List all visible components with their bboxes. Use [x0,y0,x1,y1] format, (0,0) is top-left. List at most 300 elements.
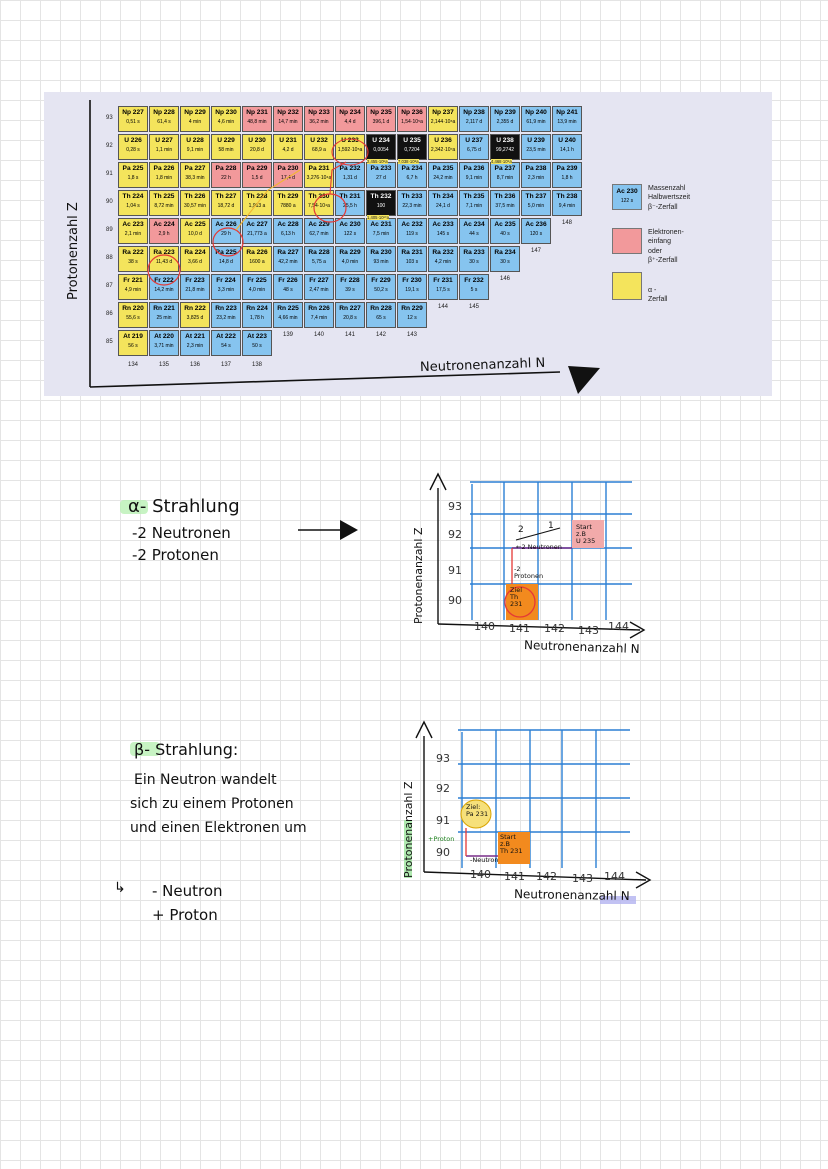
nuclide-halflife: 19,1 s [405,286,419,293]
beta-y-label: Protonenanzahl Z [402,781,415,878]
alpha-neutron-note: ←2 Neutronen [516,543,562,551]
beta-ytick-90: 90 [436,846,450,859]
nuclide-name: Th 233 [401,193,423,200]
alpha-xtick-143: 143 [578,624,599,637]
nuclide-halflife: 50 s [252,342,262,349]
nuclide-halflife: 12 s [407,314,417,321]
nuclide-name: Fr 224 [216,277,236,284]
nuclide-name: Th 230 [308,193,330,200]
nuclide-name: Ra 230 [370,249,392,256]
row-z-label: 89 [106,227,113,233]
nuclide-halflife: 5,75 a [312,258,326,265]
nuclide-halflife: 14,2 min [154,286,174,293]
nuclide-name: Fr 230 [402,277,422,284]
nuclide-name: Pa 233 [370,165,392,172]
alpha-start-line2: z.B [576,530,586,539]
nuclide-halflife: 58 min [218,146,234,153]
alpha-ytick-91: 91 [448,564,462,577]
nuclide-name: Pa 225 [122,165,144,172]
nuclide-halflife: 1,54·10⁵a [401,118,423,125]
alpha-step-2: 2 [518,525,524,535]
nuclide-halflife: 68,9 a [312,146,326,153]
nuclide-halflife: 27 d [376,174,386,181]
nuclide-name: Pa 234 [401,165,423,172]
nuclide-name: Np 231 [246,109,268,116]
nuclide-name: Ra 227 [277,249,299,256]
nuclide-halflife: 99,2742 [495,146,515,153]
nuclide-name: Ac 230 [339,221,361,228]
row85-n-label: 142 [376,332,387,338]
row-z-label: 93 [106,115,113,121]
nuclide-halflife: 61,9 min [526,118,546,125]
nuclide-name: Rn 227 [339,305,361,312]
nuclide-halflife: 1,8 min [155,174,173,181]
nuclide-halflife: 9,1 min [186,146,204,153]
nuclide-halflife: 2,144·10⁶a [430,118,456,125]
nuclide-name: Ra 223 [153,249,175,256]
nuclide-name: U 240 [558,137,576,144]
row-z-label: 85 [106,339,113,345]
nuclide-name: U 239 [527,137,545,144]
row85-n-label: 139 [283,332,294,338]
nuclide-halflife: 13,9 min [557,118,577,125]
legend-ec-line2: einfang oder [648,238,671,255]
beta-xtick-140: 140 [470,868,491,881]
beta-x-label: Neutronenanzahl N [513,886,630,904]
nuclide-halflife: 14,1 h [560,146,574,153]
nuclide-name: Ac 228 [277,221,299,228]
nuclide-halflife: 122 s [343,230,357,237]
nuclide-name: U 234 [372,137,390,144]
legend-beta-zerfall: β⁻-Zerfall [648,203,678,211]
nuclide-name: Fr 225 [247,277,267,284]
nuclide-name: U 228 [186,137,204,144]
nuclide-name: Ac 236 [525,221,547,228]
nuclide-halflife: 3,71 min [154,342,174,349]
nuclide-halflife: 2,342·10⁷a [430,146,456,153]
nuclide-name: Rn 229 [401,305,423,312]
nuclide-name: Rn 221 [153,305,175,312]
nuclide-halflife: 7,1 min [465,202,483,209]
nuclide-name: Rn 226 [308,305,330,312]
nuclide-halflife: 8,7 min [496,174,514,181]
chart-y-axis-label: Protonenzahl Z [66,202,81,300]
nuclide-name: Ac 235 [494,221,516,228]
row-end-label: 145 [469,304,480,310]
nuclide-halflife: 3,825 d [186,314,204,321]
nuclide-name: Np 232 [277,109,299,116]
nuclide-halflife: 7,4 min [310,314,328,321]
alpha-ytick-90: 90 [448,594,462,607]
beta-result1: - Neutron [152,882,223,900]
nuclide-extra-halflife: 7,038·10⁸a [398,159,419,164]
nuclide-halflife: 1,8 h [561,174,573,181]
nuclide-halflife: 2,1 min [124,230,142,237]
nuclide-name: Pa 239 [556,165,578,172]
nuclide-name: Ra 233 [463,249,485,256]
nuclide-name: Ac 232 [401,221,423,228]
nuclide-name: Ac 231 [370,221,392,228]
nuclide-name: Np 237 [432,109,454,116]
nuclide-halflife: 4,9 min [124,286,142,293]
nuclide-name: Pa 227 [184,165,206,172]
nuclide-halflife: 2,9 h [158,230,170,237]
nuclide-halflife: 23,2 min [216,314,236,321]
beta-start-line3: Th 231 [500,847,523,856]
nuclide-halflife: 21,773 a [247,230,267,237]
nuclide-name: Np 234 [339,109,361,116]
n-axis-label: 135 [159,362,170,368]
nuclide-halflife: 30,57 min [184,202,206,209]
alpha-xtick-144: 144 [608,620,629,633]
beta-line2: sich zu einem Protonen [130,796,294,812]
nuclide-halflife: 25 min [156,314,172,321]
n-axis-label: 134 [128,362,139,368]
nuclide-halflife: 4,6 min [217,118,235,125]
nuclide-name: U 230 [248,137,266,144]
nuclide-halflife: 11,43 d [155,258,173,265]
nuclide-name: Rn 224 [246,305,268,312]
beta-ytick-91: 91 [436,814,450,827]
nuclide-halflife: 2,47 min [309,286,329,293]
alpha-goal-line1: Ziel [510,586,523,594]
n-axis-label: 137 [221,362,232,368]
nuclide-halflife: 100 [376,202,386,209]
nuclide-halflife: 3,66 d [188,258,202,265]
nuclide-halflife: 61,4 s [157,118,171,125]
row-end-label: 144 [438,304,449,310]
nuclide-halflife: 14,8 d [219,258,233,265]
nuclide-halflife: 3,3 min [217,286,235,293]
nuclide-halflife: 9,1 min [465,174,483,181]
nuclide-name: Ac 234 [463,221,485,228]
alpha-y-label: Protonenanzahl Z [412,527,425,624]
legend-ec-line1: Elektronen- [648,229,684,236]
nuclide-halflife: 1,31 d [343,174,357,181]
nuclide-halflife: 1600 a [249,258,265,265]
nuclide-halflife: 2,3 min [527,174,545,181]
legend-massenzahl: Massenzahl [648,185,686,192]
nuclide-halflife: 38 s [128,258,138,265]
nuclide-name: Fr 231 [433,277,453,284]
nuclide-name: Th 237 [525,193,547,200]
beta-start-line2: z.B [500,840,510,849]
alpha-line1: -2 Neutronen [132,524,231,542]
nuclide-name: U 231 [279,137,297,144]
row85-n-label: 140 [314,332,325,338]
nuclide-halflife: 20,8 d [250,146,264,153]
nuclide-halflife: 36,2 min [309,118,329,125]
nuclide-halflife: 30 s [500,258,510,265]
nuclide-name: Ra 229 [339,249,361,256]
nuclide-halflife: 20,8 s [343,314,357,321]
nuclide-halflife: 22,3 min [402,202,422,209]
nuclide-name: Th 231 [339,193,361,200]
nuclide-name: Np 233 [308,109,330,116]
nuclide-halflife: 1,8 s [127,174,139,181]
nuclide-halflife: 120 s [529,230,543,237]
nuclide-halflife: 0,28 s [126,146,140,153]
legend-halbwertszeit: Halbwertszeit [648,194,691,202]
nuclide-name: U 236 [434,137,452,144]
alpha-ytick-93: 93 [448,500,462,513]
nuclide-name: Ac 233 [432,221,454,228]
nuclide-name: Pa 232 [339,165,361,172]
nuclide-name: Fr 228 [340,277,360,284]
nuclide-halflife: 48,8 min [247,118,267,125]
nuclide-halflife: 8,72 min [154,202,174,209]
nuclide-name: Th 226 [184,193,206,200]
nuclide-extra-halflife: 2,455·10⁵a [367,159,388,164]
row-z-label: 91 [106,171,113,177]
nuclide-name: Fr 232 [464,277,484,284]
nuclide-name: At 221 [185,333,205,340]
nuclide-name: Ac 223 [122,221,144,228]
nuclide-name: U 229 [217,137,235,144]
nuclide-name: Pa 229 [246,165,268,172]
nuclide-halflife: 2,355 d [496,118,514,125]
nuclide-halflife: 1,1 min [155,146,173,153]
beta-start-label [500,834,523,855]
nuclide-halflife: 6,75 d [467,146,481,153]
nuclide-halflife: 37,5 min [495,202,515,209]
nuclide-halflife: 21,8 min [185,286,205,293]
beta-diagram-grid [458,730,630,868]
nuclide-name: Ra 232 [432,249,454,256]
nuclide-name: Pa 228 [215,165,237,172]
nuclide-name: Ra 224 [184,249,206,256]
beta-xtick-142: 142 [536,870,557,883]
nuclide-halflife: 10,0 d [188,230,202,237]
nuclide-halflife: 119 s [406,230,418,237]
alpha-proton-note-1: -2 [514,565,521,573]
beta-goal-line1: Ziel: [466,803,481,811]
alpha-start-line3: U 235 [576,537,596,546]
nuclide-name: Fr 226 [278,277,298,284]
nuclide-name: U 232 [310,137,328,144]
nuclide-name: Th 235 [463,193,485,200]
nuclide-name: Th 232 [370,193,392,200]
nuclide-name: Ac 225 [184,221,206,228]
nuclide-halflife: 42,2 min [278,258,298,265]
nuclide-halflife: 4,2 min [434,258,452,265]
nuclide-halflife: 93 min [373,258,389,265]
alpha-xtick-142: 142 [544,622,565,635]
beta-line1: Ein Neutron wandelt [134,772,277,788]
nuclide-name: Ra 226 [246,249,268,256]
nuclide-halflife: 2,117 d [465,118,483,125]
nuclide-halflife: 4,4 d [344,118,356,125]
row-z-label: 88 [106,255,113,261]
nuclide-halflife: 0,51 s [126,118,140,125]
nuclide-name: Np 235 [370,109,392,116]
nuclide-name: At 223 [247,333,267,340]
nuclide-name: Ac 224 [153,221,175,228]
nuclide-halflife: 38,3 min [185,174,205,181]
nuclide-halflife: 50,2 s [374,286,388,293]
nuclide-halflife: 7,5 min [372,230,390,237]
nuclide-name: Pa 230 [277,165,299,172]
nuclide-halflife: 0,7204 [404,146,420,153]
nuclide-name: At 220 [154,333,174,340]
nuclide-halflife: 14,7 min [278,118,298,125]
nuclide-halflife: 5 s [470,286,478,293]
nuclide-name: Fr 222 [154,277,174,284]
beta-goal-label [466,804,488,818]
row-z-label: 87 [106,283,113,289]
nuclide-halflife: 4,0 min [248,286,266,293]
nuclide-halflife: 39 s [345,286,355,293]
nuclide-halflife: 5,0 min [527,202,545,209]
nuclide-name: U 233 [341,137,359,144]
nuclide-halflife: 9,4 min [558,202,576,209]
nuclide-halflife: 55,6 s [126,314,140,321]
alpha-xtick-140: 140 [474,620,495,633]
nuclide-name: Ra 234 [494,249,516,256]
nuclide-name: Ra 228 [308,249,330,256]
nuclide-halflife: 24,2 min [433,174,453,181]
row-end-label: 148 [562,220,573,226]
alpha-goal-line2: Th [510,593,519,602]
beta-xtick-141: 141 [504,870,525,883]
nuclide-name: Th 238 [556,193,578,200]
alpha-x-label: Neutronenanzahl N [523,637,640,657]
nuclide-halflife: 23,5 min [526,146,546,153]
beta-start-line1: Start [500,833,516,841]
nuclide-halflife: 1,5 d [251,174,263,181]
nuclide-halflife: 0,0054 [373,146,389,153]
alpha-start-line1: Start [576,523,592,531]
nuclide-halflife: 4,2 d [282,146,294,153]
nuclide-name: Ac 227 [246,221,268,228]
nuclide-halflife: 30 s [469,258,479,265]
nuclide-halflife: 103 s [405,258,419,265]
nuclide-halflife: 29 h [221,230,231,237]
nuclide-name: Np 229 [184,109,206,116]
chart-x-axis-label: Neutronenanzahl N [419,355,546,376]
legend-alpha-text: α - Zerfall [648,287,668,304]
nuclide-halflife: 4,0 min [341,258,359,265]
nuclide-halflife: 62,7 min [309,230,329,237]
nuclide-name: U 237 [465,137,483,144]
nuclide-name: Th 228 [246,193,268,200]
beta-y-arrow [416,722,432,738]
nuclide-name: U 238 [496,137,514,144]
nuclide-name: Fr 223 [185,277,205,284]
beta-result2: + Proton [152,906,218,924]
nuclide-name: Ra 222 [122,249,144,256]
row-z-label: 86 [106,311,113,317]
nuclide-extra-halflife: 1,405·10¹⁰a [367,215,389,220]
nuclide-halflife: 17,5 s [436,286,450,293]
nuclide-halflife: 65 s [376,314,386,321]
beta-ytick-92: 92 [436,782,450,795]
beta-xtick-144: 144 [604,870,625,883]
nuclide-name: Rn 225 [277,305,299,312]
nuclide-name: Np 227 [122,109,144,116]
nuclide-name: At 222 [216,333,236,340]
legend-sample-halflife: 122 s [620,198,634,204]
beta-ytick-93: 93 [436,752,450,765]
nuclide-name: Np 239 [494,109,516,116]
nuclide-halflife: 2,3 min [186,342,204,349]
nuclide-halflife: 4 min [188,118,202,125]
legend-sample-name: Ac 230 [616,188,638,195]
alpha-title: α- Strahlung [128,496,240,517]
beta-xtick-143: 143 [572,872,593,885]
nuclide-halflife: 22 h [221,174,231,181]
nuclide-name: Ac 229 [308,221,330,228]
nuclide-halflife: 1,78 h [250,314,264,321]
nuclide-name: At 219 [123,333,143,340]
nuclide-name: Fr 221 [123,277,143,284]
nuclide-name: Np 238 [463,109,485,116]
nuclide-halflife: 4,66 min [278,314,298,321]
nuclide-halflife: 6,13 h [281,230,295,237]
nuclide-name: Rn 228 [370,305,392,312]
nuclide-halflife: 3,276·10⁴a [306,174,332,181]
nuclide-halflife: 7,54·10⁴a [308,202,330,209]
nuclide-name: Ra 225 [215,249,237,256]
nuclide-name: Ra 231 [401,249,423,256]
nuclide-name: Pa 238 [525,165,547,172]
nuclide-name: Pa 226 [153,165,175,172]
nuclide-name: Fr 227 [309,277,329,284]
beta-proton-note: +Proton [428,835,455,843]
nuclide-halflife: 7880 a [280,202,296,209]
nuclide-name: Rn 220 [122,305,144,312]
nuclide-name: Th 225 [153,193,175,200]
nuclide-name: Pa 235 [432,165,454,172]
nuclide-name: Np 228 [153,109,175,116]
nuclide-halflife: 17,4 d [281,174,295,181]
alpha-ytick-92: 92 [448,528,462,541]
n-axis-label: 136 [190,362,201,368]
nuclide-name: U 235 [403,137,421,144]
nuclide-name: U 227 [155,137,173,144]
alpha-proton-note-2: Protonen [514,572,544,581]
n-axis-label: 138 [252,362,263,368]
nuclide-name: Fr 229 [371,277,391,284]
nuclide-name: Th 229 [277,193,299,200]
nuclide-name: Th 224 [122,193,144,200]
nuclide-name: U 226 [124,137,142,144]
nuclide-halflife: 6,7 h [406,174,418,181]
nuclide-name: Np 241 [556,109,578,116]
alpha-xtick-141: 141 [509,622,530,635]
nuclide-name: Th 236 [494,193,516,200]
nuclide-name: Rn 223 [215,305,237,312]
legend-ec-line3: β⁺-Zerfall [648,257,678,265]
nuclide-halflife: 18,72 d [217,202,235,209]
beta-line3: und einen Elektronen um [130,820,307,836]
nuclide-halflife: 1,592·10⁵a [337,146,363,153]
nuclide-halflife: 40 s [500,230,510,237]
nuclide-name: Np 230 [215,109,237,116]
nuclide-halflife: 24,1 d [436,202,450,209]
nuclide-name: Th 227 [215,193,237,200]
nuclide-halflife: 44 s [469,230,479,237]
nuclide-name: Np 236 [401,109,423,116]
nuclide-halflife: 56 s [128,342,138,349]
alpha-line2: -2 Protonen [132,546,219,564]
row-z-label: 90 [106,199,113,205]
nuclide-halflife: 396,1 d [372,118,390,125]
nuclide-halflife: 145 s [436,230,450,237]
nuclide-name: Ac 226 [215,221,237,228]
row85-n-label: 141 [345,332,356,338]
nuclide-name: Pa 231 [308,165,330,172]
